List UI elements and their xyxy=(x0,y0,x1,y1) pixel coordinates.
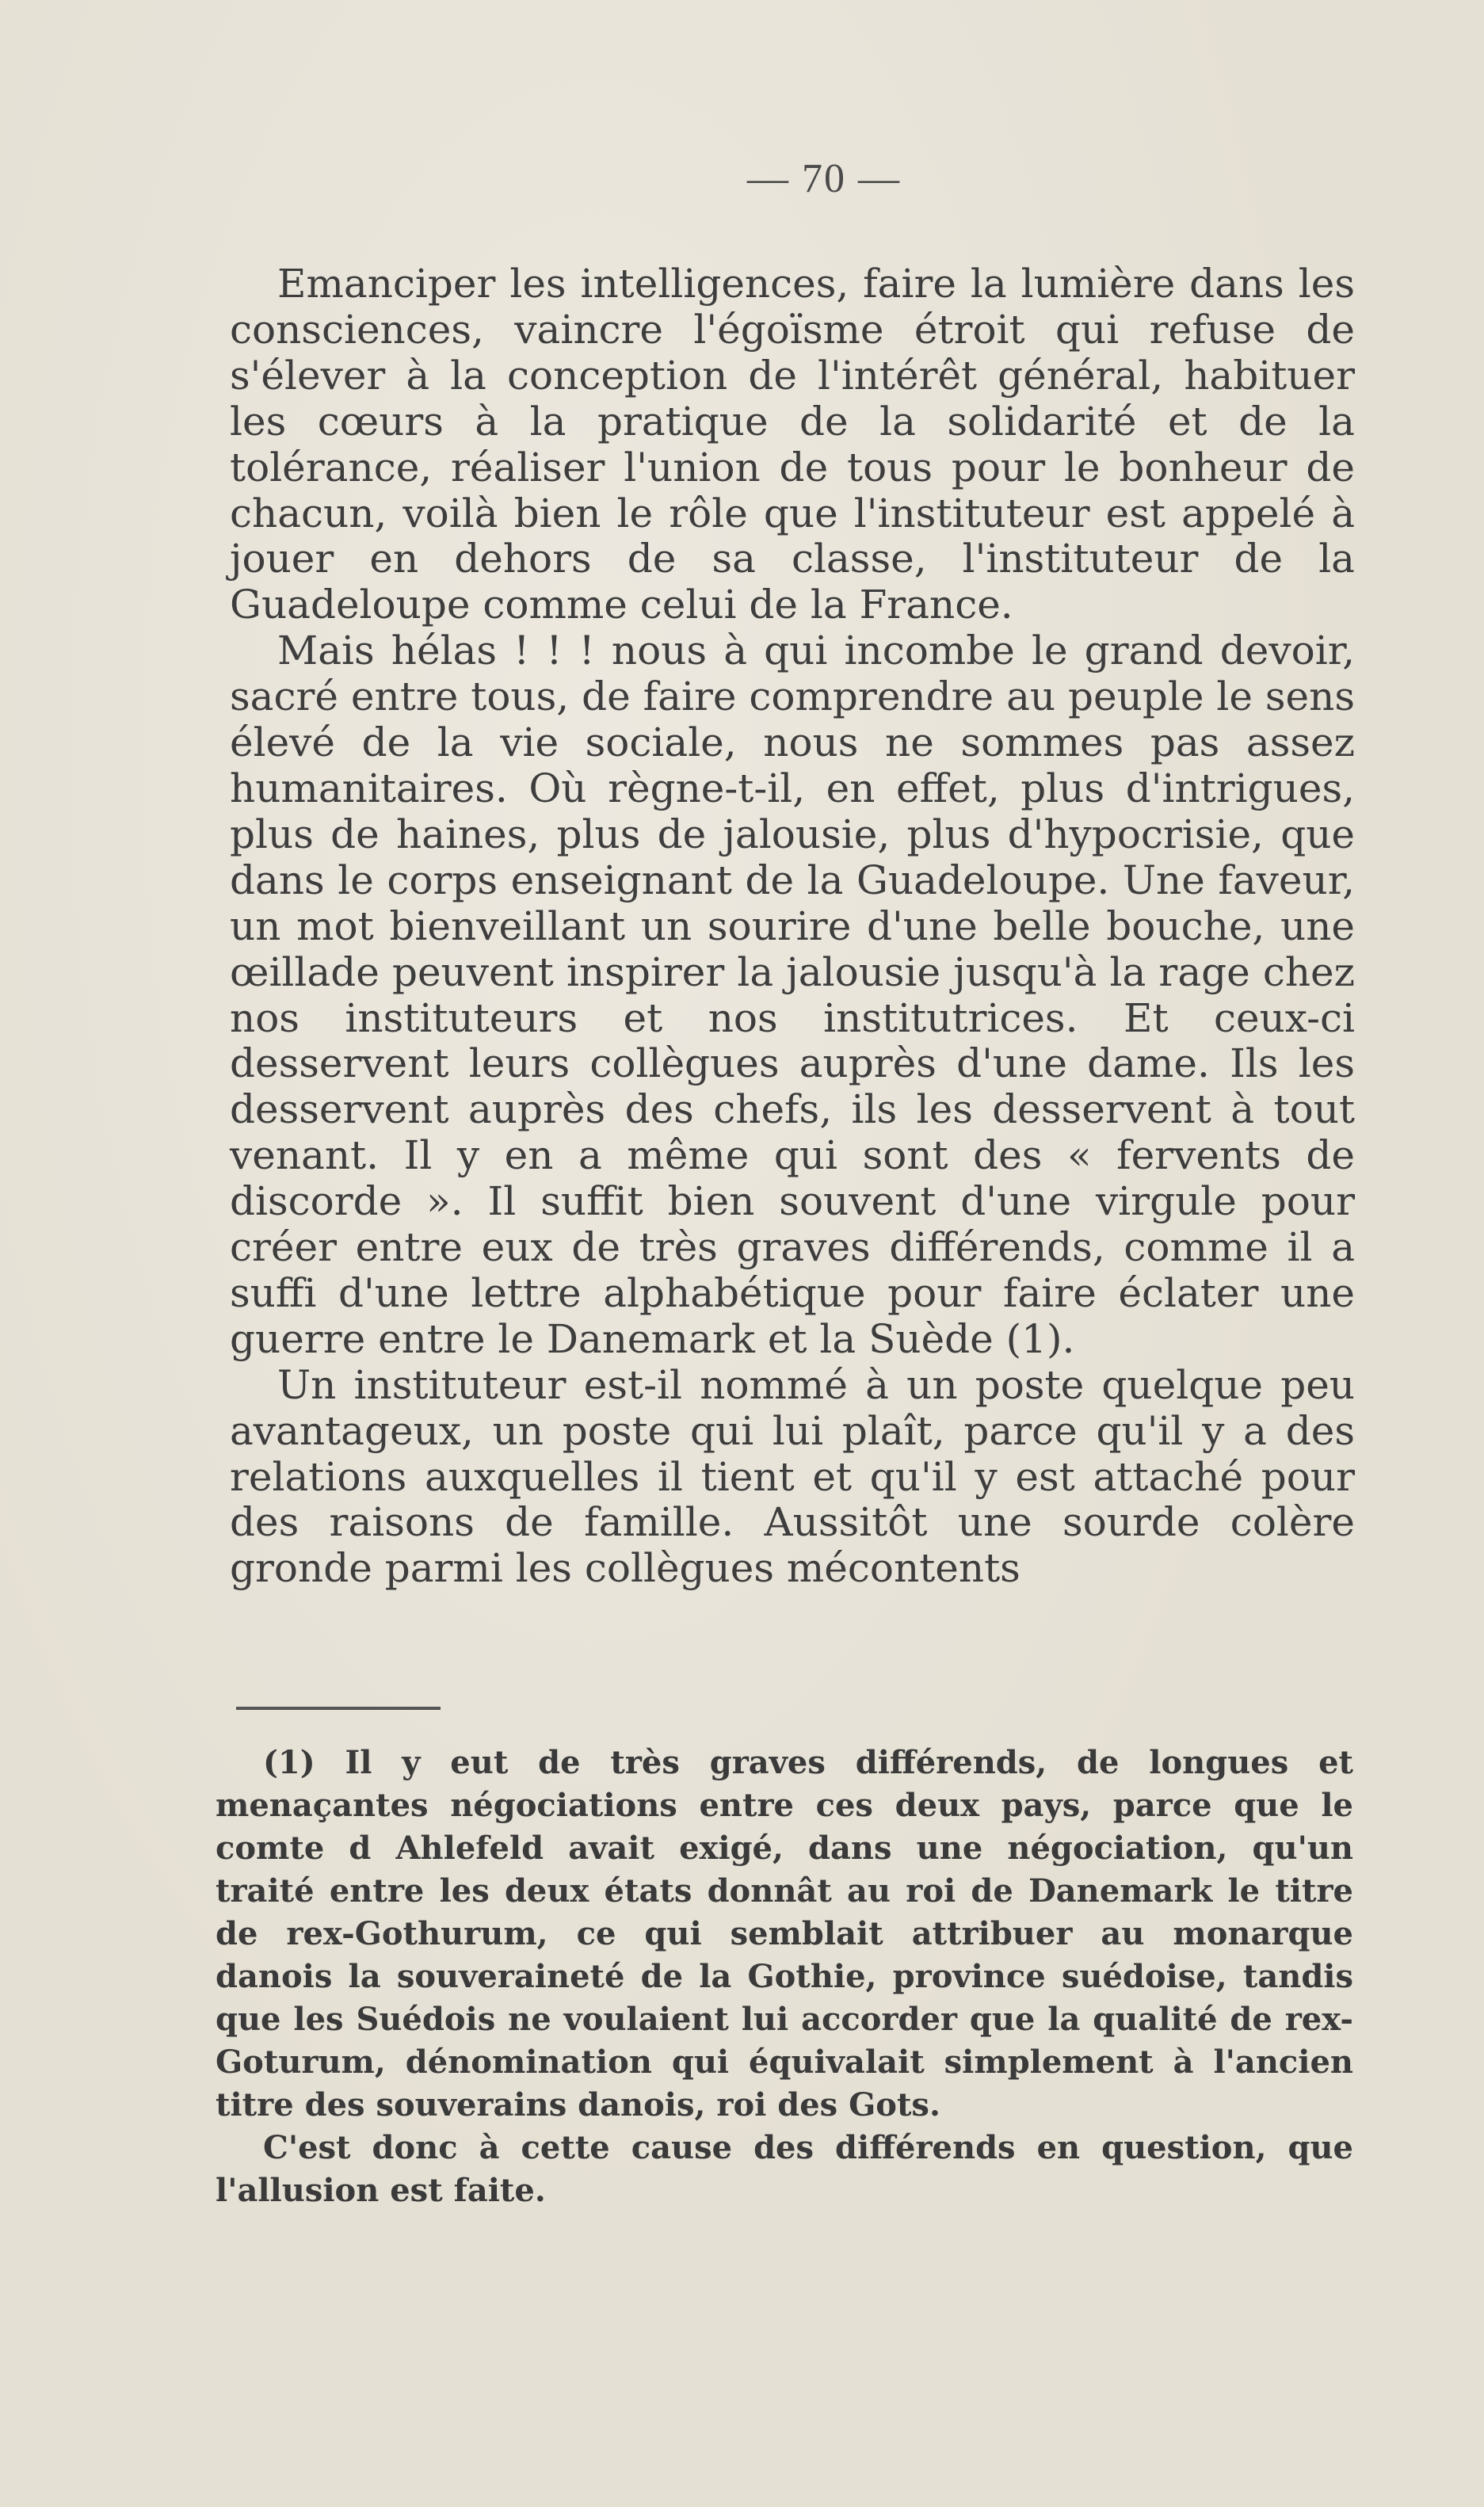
footnote-paragraph: (1) Il y eut de très graves différends, de longues et menaçantes négociations entre ces deux pays, parce que le comte d Ahlefeld avait exigé, dans une négociation, qu'un traité entre les deux états donnât au roi de Danemark le titre de rex-Gothurum, ce qui semblait attribuer au monarque danois la souveraineté de la Gothie, province suédoise, tandis que les Suédois ne voulaient lui accorder que la qualité de rex-Goturum, dénomination qui équivalait simplement à l'ancien titre des souverains danois, roi des Gots. xyxy=(216,1744,1353,2124)
footnote-separator xyxy=(236,1707,441,1710)
main-text xyxy=(230,261,1355,1592)
body-paragraph: Un instituteur est-il nommé à un poste quelque peu avantageux, un poste qui lui plaît, parce qu'il y a des relations auxquelles il tient et qu'il y est attaché pour des raisons de famille. Aussitôt une sourde colère gronde parmi les collègues mécontents xyxy=(230,1361,1355,1592)
body-paragraph: Emanciper les intelligences, faire la lumière dans les consciences, vaincre l'égoïsme étroit qui refuse de s'élever à la conception de l'intérêt général, habituer les cœurs à la pratique de la solidarité et de la tolérance, réaliser l'union de tous pour le bonheur de chacun, voilà bien le rôle que l'instituteur est appelé à jouer en dehors de sa classe, l'instituteur de la Guadeloupe comme celui de la France. xyxy=(230,261,1355,628)
body-paragraph: Mais hélas ! ! ! nous à qui incombe le grand devoir, sacré entre tous, de faire comprendre au peuple le sens élevé de la vie sociale, nous ne sommes pas assez humanitaires. Où règne-t-il, en effet, plus d'intrigues, plus de haines, plus de jalousie, plus d'hypocrisie, que dans le corps enseignant de la Guadeloupe. Une faveur, un mot bienveillant un sourire d'une belle bouche, une œillade peuvent inspirer la jalousie jusqu'à la rage chez nos instituteurs et nos institutrices. Et ceux-ci desservent leurs collègues auprès d'une dame. Ils les desservent auprès des chefs, ils les desservent à tout venant. Il y en a même qui sont des « fervents de discorde ». Il suffit bien souvent d'une virgule pour créer entre eux de très graves différends, comme il a suffi d'une lettre alphabétique pour faire éclater une guerre entre le Danemark et la Suède (1). xyxy=(230,628,1355,1362)
footnote xyxy=(216,1742,1353,2212)
page-number: — 70 — xyxy=(747,156,901,201)
footnote-paragraph: C'est donc à cette cause des différends en question, que l'allusion est faite. xyxy=(216,2129,1353,2209)
